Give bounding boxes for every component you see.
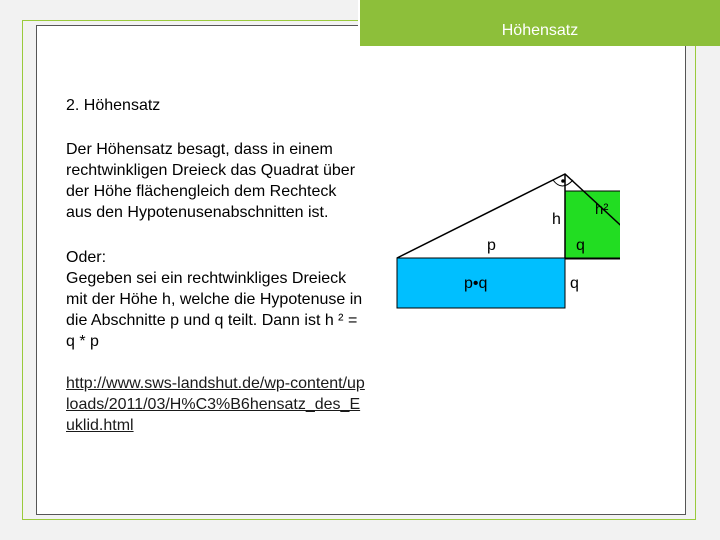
alternative-paragraph: Gegeben sei ein rechtwinkliges Dreieck mit der Höhe h, welche die Hypotenuse in die Abschnitte p und q teilt. Dann ist h ² = q * p [66, 270, 363, 350]
label-pq: p•q [464, 275, 488, 292]
text-content [66, 95, 366, 436]
section-heading: 2. Höhensatz [66, 97, 161, 114]
slide-title: Höhensatz [501, 22, 579, 39]
label-q: q [576, 237, 585, 254]
title-bar [358, 0, 720, 46]
height-square [565, 191, 620, 259]
label-h: h [552, 211, 561, 228]
definition-paragraph: Der Höhensatz besagt, dass in einem rechtwinkligen Dreieck das Quadrat über der Höhe flächengleich dem Rechteck aus den Hypotenusenabschnitten ist. [66, 141, 356, 221]
label-h-squared: h² [595, 201, 609, 218]
source-link[interactable]: http://www.sws-landshut.de/wp-content/uploads/2011/03/H%C3%B6hensatz_des_Euklid.html [66, 375, 365, 434]
label-p: p [487, 237, 496, 254]
alternative-label: Oder: [66, 249, 107, 266]
label-q-side: q [570, 275, 579, 292]
hoehensatz-diagram [390, 166, 620, 316]
right-angle-dot [561, 179, 565, 183]
